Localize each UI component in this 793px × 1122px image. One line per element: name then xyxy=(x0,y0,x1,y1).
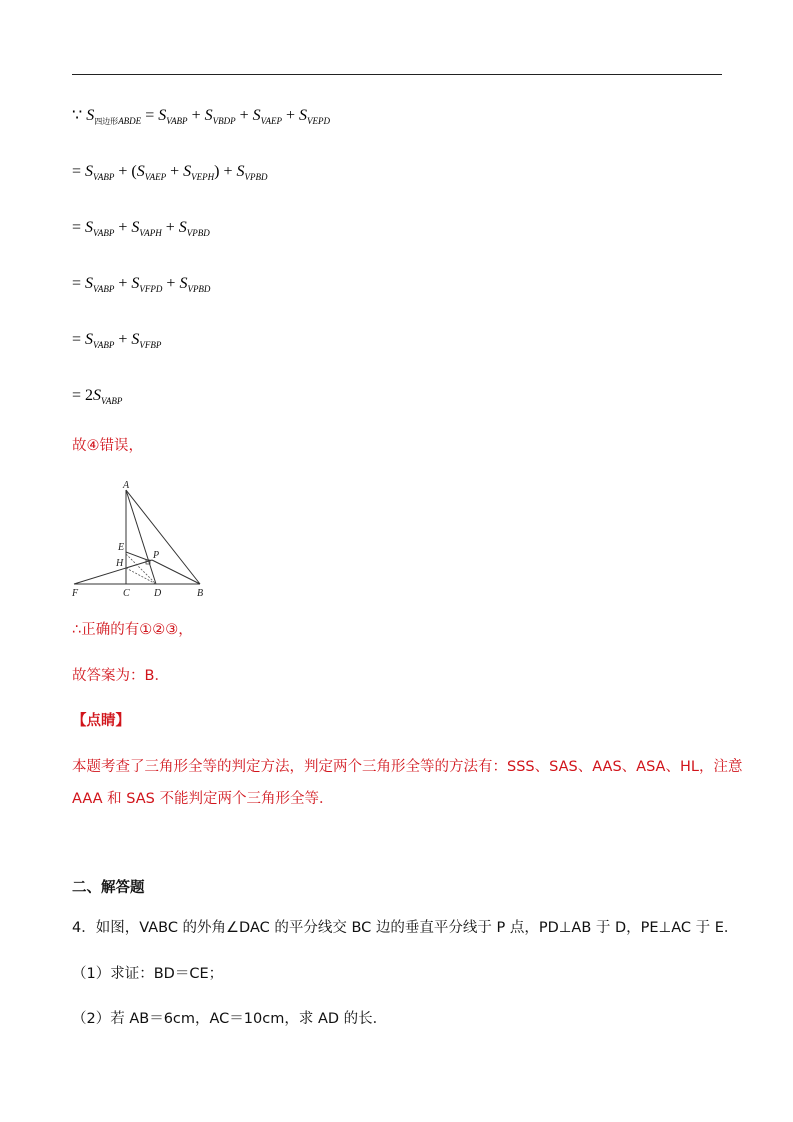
label-F: F xyxy=(72,588,79,599)
correct-statement: ∴正确的有①②③， xyxy=(72,622,193,638)
label-C: C xyxy=(123,588,130,599)
label-B: B xyxy=(197,588,204,599)
comment-heading: 【点睛】 xyxy=(72,713,130,729)
line-AD xyxy=(126,490,156,584)
math-line-1: ∵ $S_{四边形ABDE} = S_{VABP} + S_{VBDP} + S_{VAEP} + S_{VEPD}$ xyxy=(72,107,330,126)
label-P: P xyxy=(153,550,160,561)
label-H: H xyxy=(116,558,124,569)
question-4: 4．如图，VABC 的外角∠DAC 的平分线交 BC 边的垂直平分线于 P 点，PD⊥AB 于 D，PE⊥AC 于 E． xyxy=(72,920,739,936)
math-line-3: = $S_{VABP} + S_{VAPH} + S_{VPBD}$ xyxy=(72,219,210,238)
section-heading: 二、解答题 xyxy=(72,880,145,896)
geometry-figure xyxy=(64,476,214,601)
question-4-part-2: （2）若 AB＝6cm，AC＝10cm，求 AD 的长． xyxy=(72,1011,388,1027)
math-line-2: = $S_{VABP} + (S_{VAEP} + S_{VEPH}) + S_{VPBD}$ xyxy=(72,163,268,182)
header-rule xyxy=(72,74,722,75)
label-E: E xyxy=(118,542,125,553)
comment-line-2: AAA 和 SAS 不能判定两个三角形全等． xyxy=(72,791,334,807)
conclusion-4-wrong: 故④错误， xyxy=(72,438,143,454)
line-PB xyxy=(152,560,200,584)
math-line-4: = $S_{VABP} + S_{VFPD} + S_{VPBD}$ xyxy=(72,275,211,294)
line-AB xyxy=(126,490,200,584)
math-line-5: = $S_{VABP} + S_{VFBP}$ xyxy=(72,331,162,350)
label-D: D xyxy=(154,588,162,599)
answer-line: 故答案为：B． xyxy=(72,668,169,684)
label-A: A xyxy=(123,480,130,491)
math-line-6: = $2S_{VABP}$ xyxy=(72,387,123,406)
question-4-part-1: （1）求证：BD＝CE； xyxy=(72,966,224,982)
line-FP xyxy=(74,560,152,584)
comment-line-1: 本题考查了三角形全等的判定方法，判定两个三角形全等的方法有：SSS、SAS、AAS、ASA、HL，注意 xyxy=(72,759,743,775)
because-symbol: ∵ xyxy=(72,107,83,124)
